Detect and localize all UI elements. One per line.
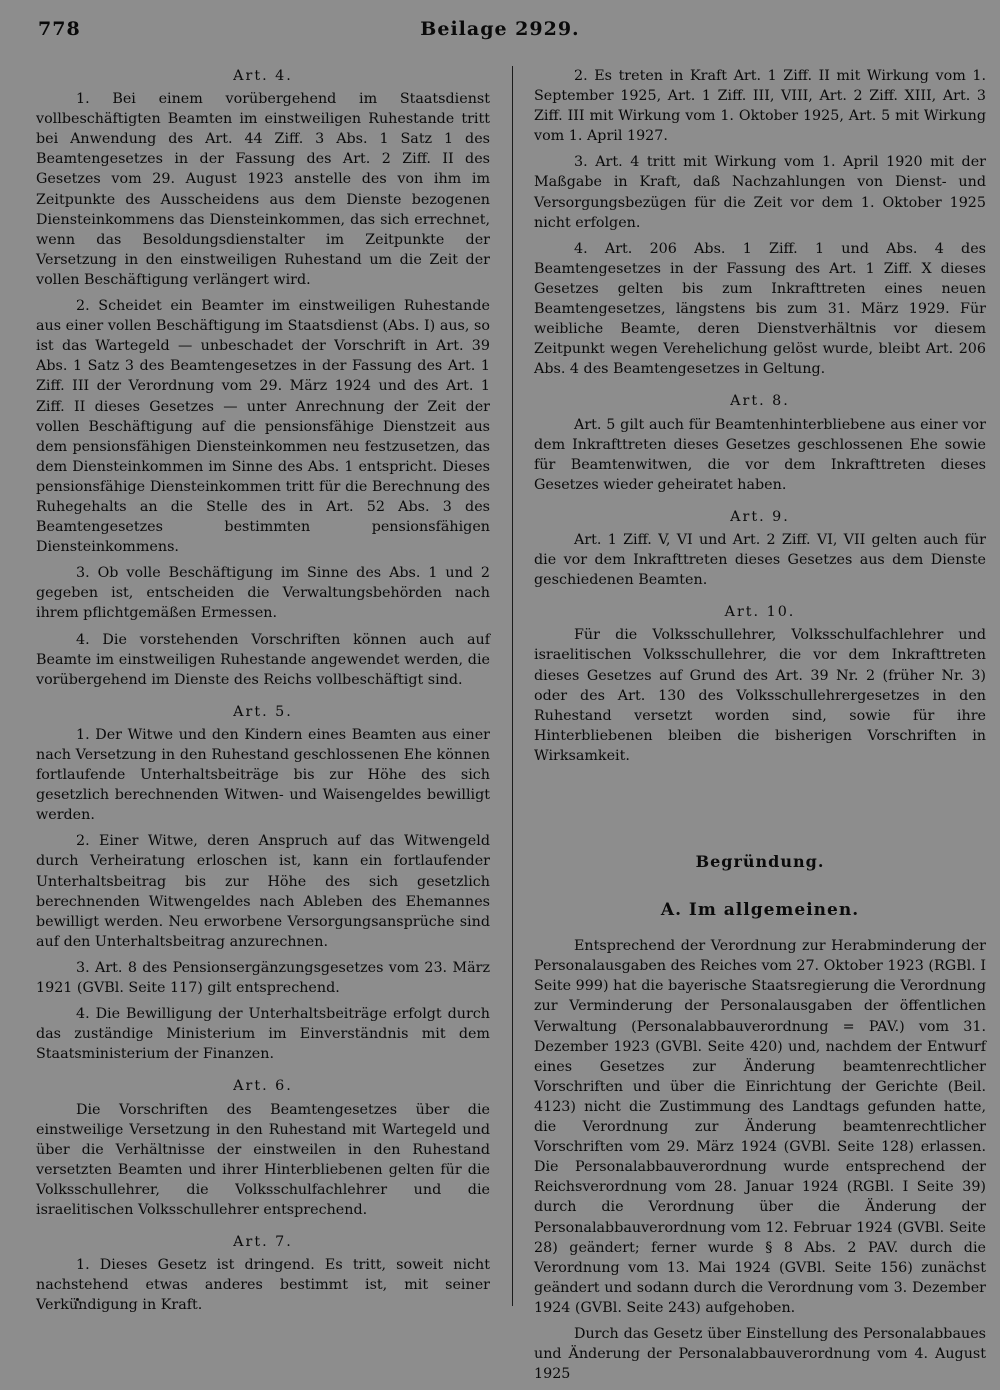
article-heading-8: Art. 8. bbox=[730, 393, 790, 410]
column-divider bbox=[512, 66, 513, 1306]
left-column bbox=[36, 66, 490, 1321]
article-4-paragraph-1: 1. Bei einem vorübergehend im Staatsdienst vollbeschäftigten Beamten im einstweiligen Ruhestande tritt bei Anwendung des Art. 44 Ziff. 3 Abs. 1 Satz 1 des Beamtengesetzes in der Fassung des Art. 2 Ziff. II des Gesetzes vom 29. August 1923 anstelle des von ihm im Zeitpunkte des Ausscheidens aus dem Dienste bezogenen Diensteinkommens das Diensteinkommen, das sich errechnet, wenn das Besoldungsdienstalter im Zeitpunkte der Versetzung in den einstweiligen Ruhestand um die Zeit der vollen Beschäftigung verlängert wird. bbox=[36, 91, 490, 288]
article-heading-7: Art. 7. bbox=[233, 1234, 293, 1251]
article-5-paragraph-1: 1. Der Witwe und den Kindern eines Beamten aus einer nach Versetzung in den Ruhestand geschlossenen Ehe können fortlaufende Unterhaltsbeiträge bis zur Höhe des sich gesetzlich berechnenden Witwen- und Waisengeldes bewilligt werden. bbox=[36, 726, 490, 824]
article-10-paragraph-1: Für die Volksschullehrer, Volksschulfachlehrer und israelitischen Volksschullehrer, die vor dem Inkrafttreten dieses Gesetzes auf Grund des Art. 39 Nr. 2 (früher Nr. 3) oder des Art. 130 des Volksschullehrergesetzes in den Ruhestand versetzt worden sind, sowie für ihre Hinterbliebenen bleiben die bisherigen Vorschriften in Wirksamkeit. bbox=[534, 627, 986, 764]
section-heading-begruendung: Begründung. bbox=[695, 852, 825, 871]
article-4-paragraph-3: 3. Ob volle Beschäftigung im Sinne des Abs. 1 und 2 gegeben ist, entscheiden die Verwaltungsbehörden nach ihrem pflichtgemäßen Ermessen. bbox=[36, 565, 490, 622]
article-7-paragraph-4: 4. Art. 206 Abs. 1 Ziff. 1 und Abs. 4 des Beamtengesetzes in der Fassung des Art. 1 Ziff. X dieses Gesetzes gelten bis zum Inkrafttreten eines neuen Beamtengesetzes, längstens bis zum 31. März 1929. Für weibliche Beamte, deren Dienstverhältnis vor diesem Zeitpunkt wegen Verehelichung gelöst wurde, bleibt Art. 206 Abs. 4 des Beamtengesetzes in Geltung. bbox=[534, 240, 986, 378]
article-5-paragraph-3: 3. Art. 8 des Pensionsergänzungsgesetzes vom 23. März 1921 (GVBl. Seite 117) gilt entsprechend. bbox=[36, 959, 490, 997]
article-9-paragraph-1: Art. 1 Ziff. V, VI und Art. 2 Ziff. VI, VII gelten auch für die vor dem Inkrafttreten dieses Gesetzes aus dem Dienste geschiedenen Beamten. bbox=[534, 531, 986, 589]
article-heading-10: Art. 10. bbox=[724, 604, 796, 621]
article-8-paragraph-1: Art. 5 gilt auch für Beamtenhinterbliebene aus einer vor dem Inkrafttreten dieses Gesetzes geschlossenen Ehe sowie für Beamtenwitwen, die vor dem Inkrafttreten dieses Gesetzes wieder geheiratet haben. bbox=[534, 416, 986, 493]
article-7-paragraph-2: 2. Es treten in Kraft Art. 1 Ziff. II mit Wirkung vom 1. September 1925, Art. 1 Ziff. III, VIII, Art. 2 Ziff. XIII, Art. 3 Ziff. III mit Wirkung vom 1. Oktober 1925, Art. 5 mit Wirkung vom 1. April 1927. bbox=[534, 68, 986, 145]
page-number: 778 bbox=[38, 18, 81, 40]
article-5-paragraph-2: 2. Einer Witwe, deren Anspruch auf das Witwengeld durch Verheiratung erloschen ist, kann ein fortlaufender Unterhaltsbeitrag bis zur Höhe des sich gesetzlich berechnenden Witwengeldes nach Ableben des Ehemannes bewilligt werden. Neu erworbene Versorgungsansprüche sind auf den Unterhaltsbeitrag anzurechnen. bbox=[36, 833, 490, 950]
article-7-paragraph-1: 1. Dieses Gesetz ist dringend. Es tritt, soweit nicht nachstehend etwas anderes bestimmt ist, mit seiner Verkündigung in Kraft. bbox=[36, 1257, 490, 1314]
article-5-paragraph-4: 4. Die Bewilligung der Unterhaltsbeiträge erfolgt durch das zuständige Ministerium im Einverständnis mit dem Staatsministerium der Finanzen. bbox=[36, 1006, 490, 1063]
article-heading-6: Art. 6. bbox=[233, 1078, 293, 1095]
article-7-paragraph-3: 3. Art. 4 tritt mit Wirkung vom 1. April 1920 mit der Maßgabe in Kraft, daß Nachzahlungen von Dienst- und Versorgungsbezügen für die Zeit vor dem 1. Oktober 1925 nicht erfolgen. bbox=[534, 154, 986, 231]
article-4-paragraph-4: 4. Die vorstehenden Vorschriften können auch auf Beamte im einstweiligen Ruhestande angewendet werden, die vorübergehend im Dienste des Reichs vollbeschäftigt sind. bbox=[36, 631, 490, 688]
article-heading-4: Art. 4. bbox=[233, 68, 293, 84]
article-heading-5: Art. 5. bbox=[233, 703, 293, 720]
article-6-paragraph-1: Die Vorschriften des Beamtengesetzes über die einstweilige Versetzung in den Ruhestand mit Wartegeld und über die Verhältnisse der einstweilen in den Ruhestand versetzten Beamten und ihrer Hinterbliebenen gelten für die Volksschullehrer, die Volksschulfachlehrer und die israelitischen Volksschullehrer entsprechend. bbox=[36, 1101, 490, 1218]
subsection-heading-allgemeinen: A. Im allgemeinen. bbox=[660, 900, 860, 921]
begruendung-paragraph-1: Entsprechend der Verordnung zur Herabminderung der Personalausgaben des Reiches vom 27. Oktober 1923 (RGBl. I Seite 999) hat die bayerische Staatsregierung die Verordnung zur Verminderung der Personalausgaben der öffentlichen Verwaltung (Personalabbauverordnung = PAV.) vom 31. Dezember 1923 (GVBl. Seite 420) und, nachdem der Entwurf eines Gesetzes zur Änderung beamtenrechtlicher Vorschriften und über die Einrichtung der Gerichte (Beil. 4123) nicht die Zustimmung des Landtags gefunden hatte, die Verordnung zur Änderung beamtenrechtlicher Vorschriften vom 29. März 1924 (GVBl. Seite 128) erlassen. Die Personalabbauverordnung wurde entsprechend der Reichsverordnung vom 28. Januar 1924 (RGBl. I Seite 39) durch die Verordnung über die Änderung der Personalabbauverordnung vom 12. Februar 1924 (GVBl. Seite 28) geändert; ferner wurde § 8 Abs. 2 PAV. durch die Verordnung vom 13. Mai 1924 (GVBl. Seite 156) zunächst geändert und sodann durch die Verordnung vom 3. Dezember 1924 (GVBl. Seite 243) aufgehoben. bbox=[534, 938, 986, 1316]
page-title: Beilage 2929. bbox=[420, 18, 580, 40]
begruendung-paragraph-2: Durch das Gesetz über Einstellung des Personalabbaues und Änderung der Personalabbauverordnung vom 4. August 1925 bbox=[534, 1325, 986, 1383]
article-4-paragraph-2: 2. Scheidet ein Beamter im einstweiligen Ruhestande aus einer vollen Beschäftigung im Staatsdienst (Abs. I) aus, so ist das Wartegeld — unbeschadet der Vorschrift in Art. 39 Abs. 1 Satz 3 des Beamtengesetzes in der Fassung des Art. 1 Ziff. III der Verordnung vom 29. März 1924 und des Art. 1 Ziff. II dieses Gesetzes — unter Anrechnung der Zeit der vollen Beschäftigung auf die pensionsfähige Dienstzeit aus dem pensionsfähigen Diensteinkommen neu festzusetzen, das dem Diensteinkommen im Sinne des Abs. 1 entspricht. Dieses pensionsfähige Diensteinkommen tritt für die Berechnung des Ruhegehalts an die Stelle des in Art. 52 Abs. 3 des Beamtengesetzes bestimmten pensionsfähigen Diensteinkommens. bbox=[36, 298, 490, 556]
right-column bbox=[534, 66, 986, 1390]
article-heading-9: Art. 9. bbox=[730, 508, 790, 525]
